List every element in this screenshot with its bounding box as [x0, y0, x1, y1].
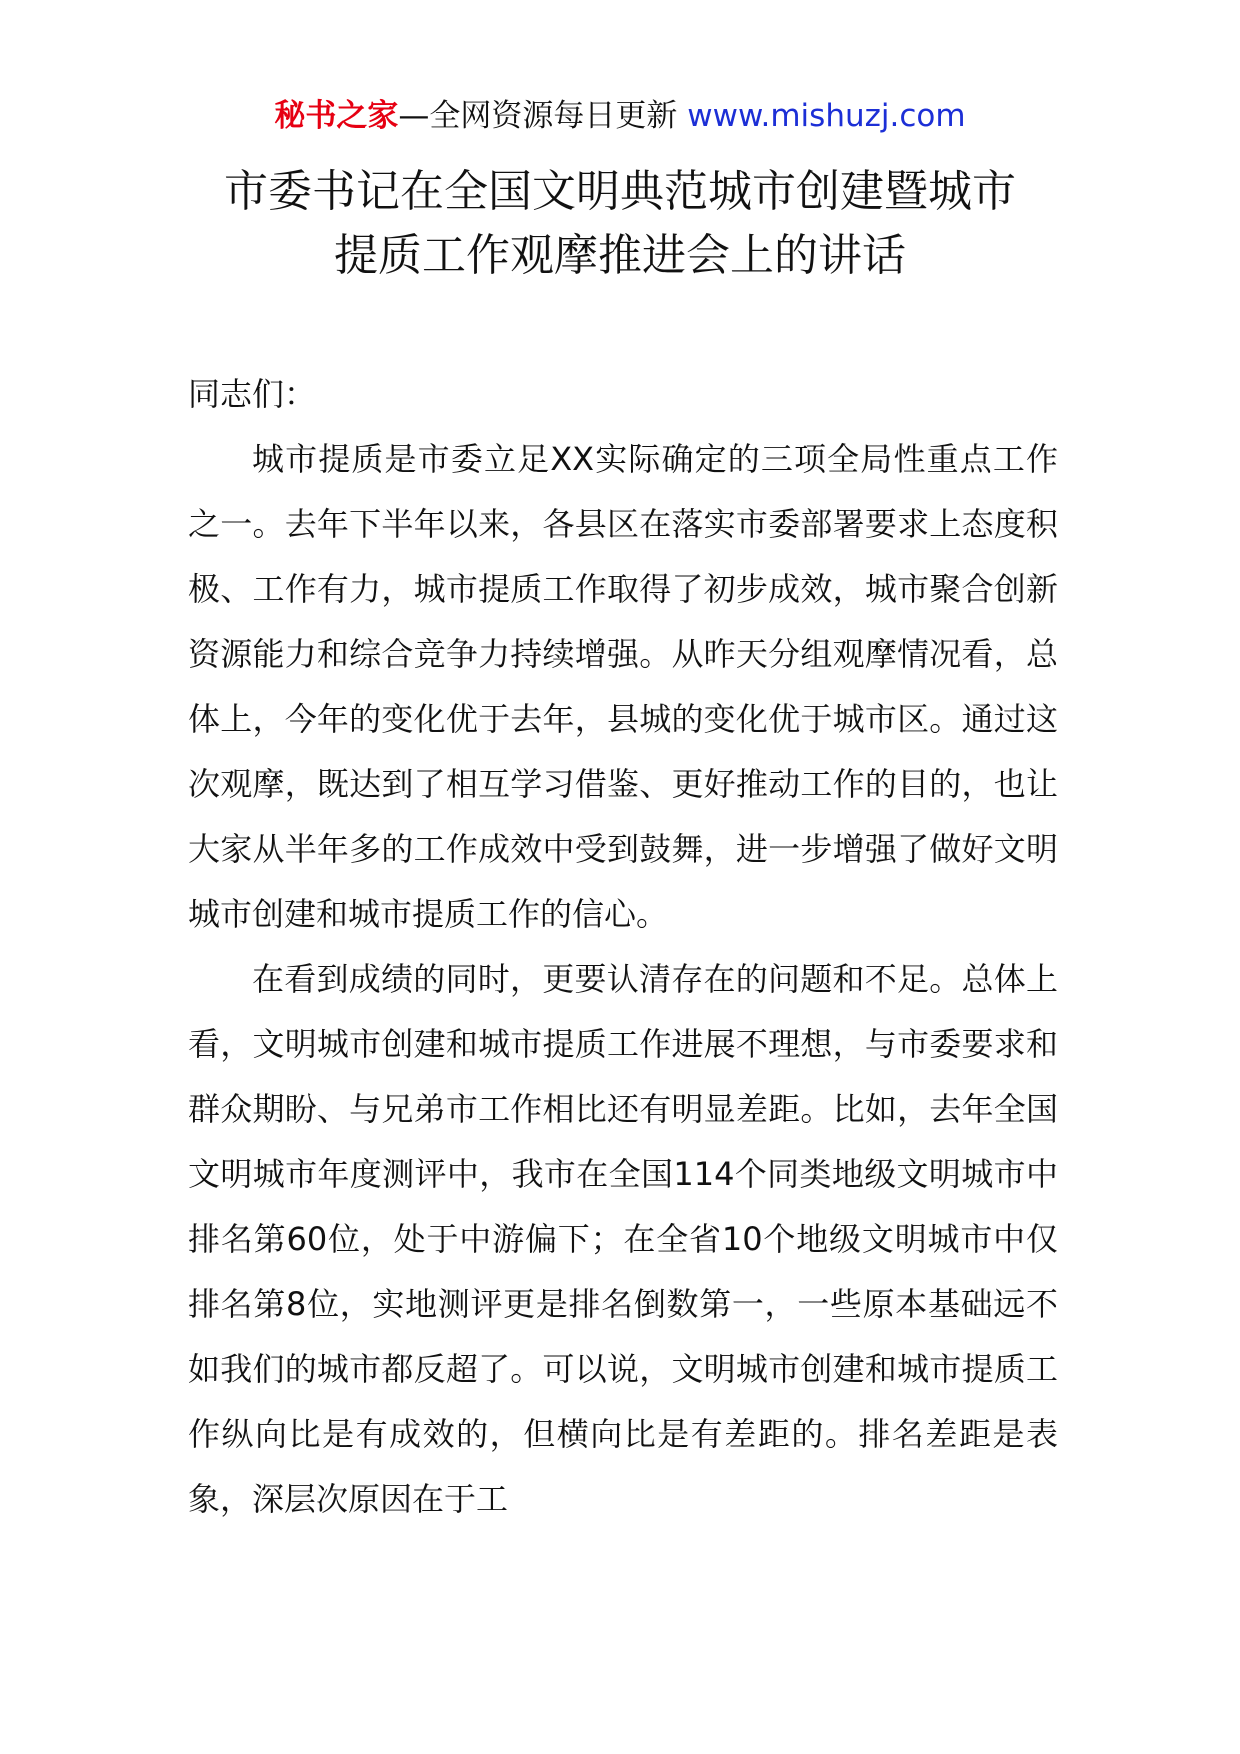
site-brand: 秘书之家 — [274, 98, 399, 134]
document-body — [188, 362, 1058, 1532]
document-title-line-2: 提质工作观摩推进会上的讲话 — [334, 230, 906, 281]
document-title-line-1: 市委书记在全国文明典范城市创建暨城市 — [224, 166, 1016, 217]
salutation: 同志们： — [188, 375, 317, 413]
paragraph-2: 在看到成绩的同时，更要认清存在的问题和不足。总体上看，文明城市创建和城市提质工作进展不理想，与市委要求和群众期盼、与兄弟市工作相比还有明显差距。比如，去年全国文明城市年度测评中，我市在全国114个同类地级文明城市中排名第60位，处于中游偏下；在全省10个地级文明城市中仅排名第8位，实地测评更是排名倒数第一，一些原本基础远不如我们的城市都反超了。可以说，文明城市创建和城市提质工作纵向比是有成效的，但横向比是有差距的。排名差距是表象，深层次原因在于工 — [188, 960, 1058, 1518]
paragraph-1: 城市提质是市委立足XX实际确定的三项全局性重点工作之一。去年下半年以来，各县区在落实市委部署要求上态度积极、工作有力，城市提质工作取得了初步成效，城市聚合创新资源能力和综合竞争力持续增强。从昨天分组观摩情况看，总体上，今年的变化优于去年，县城的变化优于城市区。通过这次观摩，既达到了相互学习借鉴、更好推动工作的目的，也让大家从半年多的工作成效中受到鼓舞，进一步增强了做好文明城市创建和城市提质工作的信心。 — [188, 440, 1058, 933]
site-url-link[interactable]: www.mishuzj.com — [687, 98, 966, 134]
site-header — [0, 94, 1240, 138]
document-title — [0, 160, 1240, 288]
site-tagline: —全网资源每日更新 — [398, 98, 678, 134]
